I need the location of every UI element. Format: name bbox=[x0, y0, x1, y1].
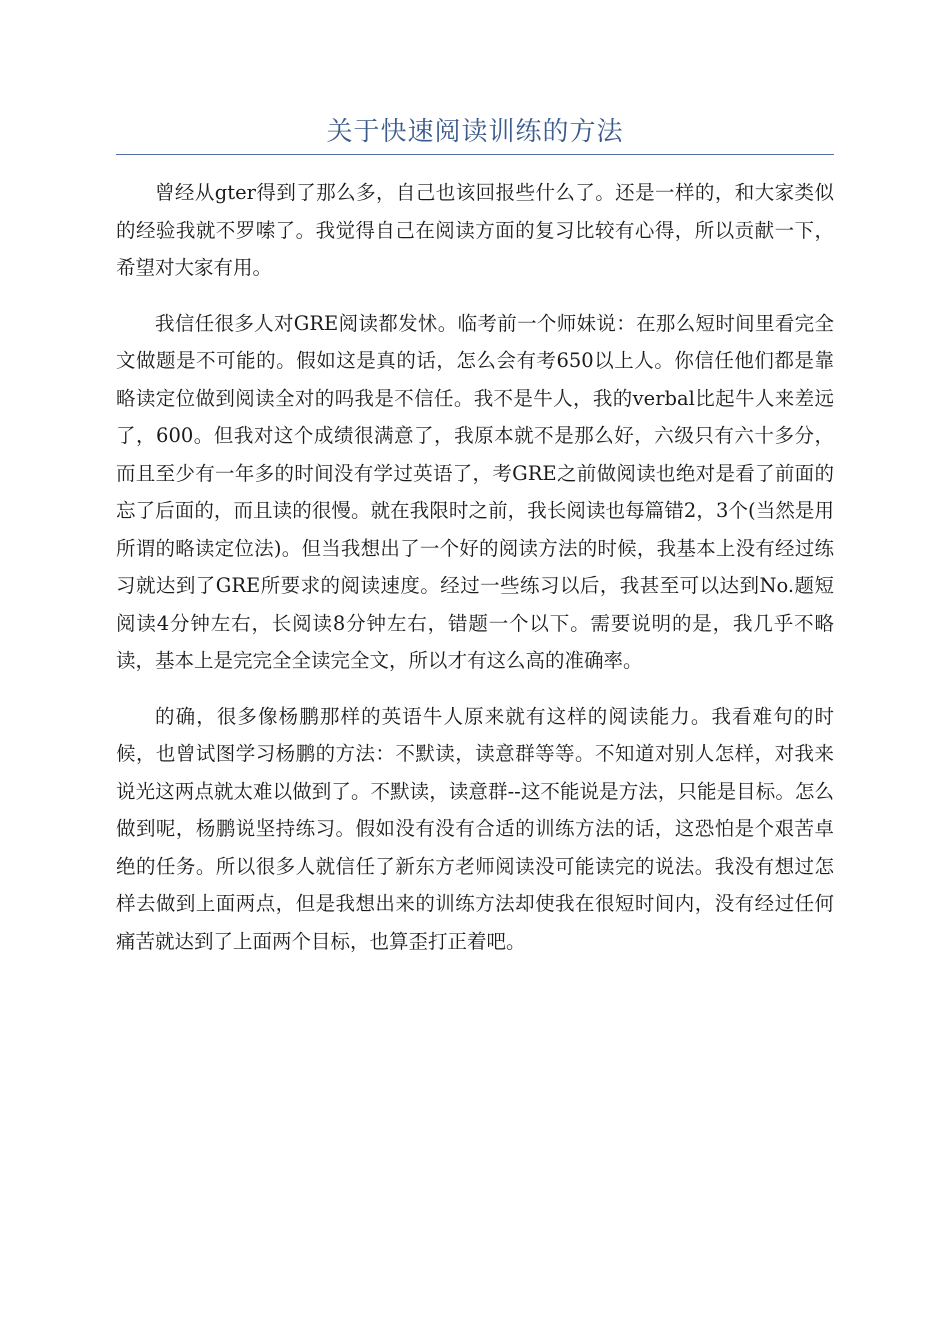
document-body bbox=[116, 174, 834, 978]
paragraph-1: 曾经从gter得到了那么多，自己也该回报些什么了。还是一样的，和大家类似的经验我就不罗嗦了。我觉得自己在阅读方面的复习比较有心得，所以贡献一下，希望对大家有用。 bbox=[116, 181, 834, 279]
paragraph-2: 我信任很多人对GRE阅读都发怵。临考前一个师妹说：在那么短时间里看完全文做题是不可能的。假如这是真的话，怎么会有考650以上人。你信任他们都是靠略读定位做到阅读全对的吗我是不信任。我不是牛人，我的verbal比起牛人来差远了，600。但我对这个成绩很满意了，我原本就不是那么好，六级只有六十多分，而且至少有一年多的时间没有学过英语了，考GRE之前做阅读也绝对是看了前面的忘了后面的，而且读的很慢。就在我限时之前，我长阅读也每篇错2，3个(当然是用所谓的略读定位法)。但当我想出了一个好的阅读方法的时候，我基本上没有经过练习就达到了GRE所要求的阅读速度。经过一些练习以后，我甚至可以达到No.题短阅读4分钟左右，长阅读8分钟左右，错题一个以下。需要说明的是，我几乎不略读，基本上是完完全全读完全文，所以才有这么高的准确率。 bbox=[116, 311, 834, 672]
paragraph-3: 的确，很多像杨鹏那样的英语牛人原来就有这样的阅读能力。我看难句的时候，也曾试图学习杨鹏的方法：不默读，读意群等等。不知道对别人怎样，对我来说光这两点就太难以做到了。不默读，读意群--这不能说是方法，只能是目标。怎么做到呢，杨鹏说坚持练习。假如没有没有合适的训练方法的话，这恐怕是个艰苦卓绝的任务。所以很多人就信任了新东方老师阅读没可能读完的说法。我没有想过怎样去做到上面两点，但是我想出来的训练方法却使我在很短时间内，没有经过任何痛苦就达到了上面两个目标，也算歪打正着吧。 bbox=[116, 704, 834, 953]
document-title: 关于快速阅读训练的方法 bbox=[326, 117, 624, 147]
title-underline bbox=[116, 154, 834, 155]
